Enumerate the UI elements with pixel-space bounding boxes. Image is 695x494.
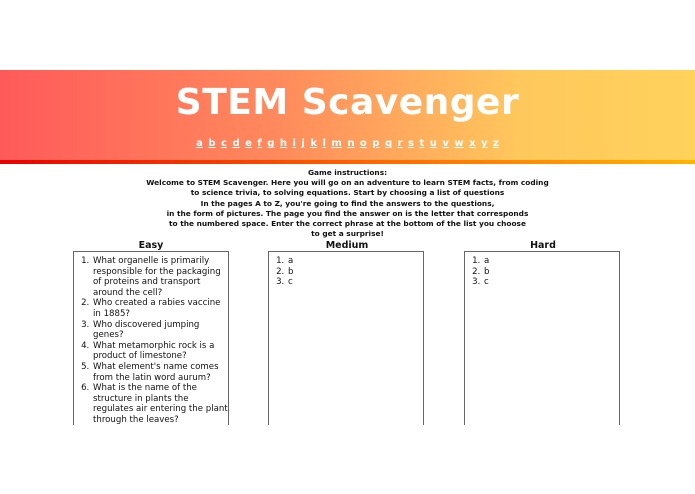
easy-heading: Easy xyxy=(138,240,164,251)
instructions-line: In the pages A to Z, you're going to find the answers to the questions, xyxy=(200,198,495,208)
list-item: 2. b xyxy=(483,267,619,278)
hard-heading: Hard xyxy=(530,240,556,251)
list-item: 3. c xyxy=(483,277,619,288)
list-item: 3. c xyxy=(287,277,423,288)
instructions-line: to the numbered space. Enter the correct phrase at the bottom of the list you choose xyxy=(169,219,526,229)
instructions-line: in the form of pictures. The page you find the answer on is the letter that corresponds xyxy=(166,208,529,218)
list-item: 3. Who discovered jumping genes? xyxy=(92,320,228,341)
list-item: 6. What is the name of the structure in plants the regulates air entering the plant through the leaves? xyxy=(92,383,228,425)
letter-link-z[interactable]: z xyxy=(493,138,499,149)
letter-link-x[interactable]: x xyxy=(469,138,476,149)
game-instructions xyxy=(140,168,555,239)
instructions-line: Welcome to STEM Scavenger. Here you will go on an adventure to learn STEM facts, from coding xyxy=(146,178,549,188)
letter-link-v[interactable]: v xyxy=(442,138,449,149)
letter-link-s[interactable]: s xyxy=(408,138,414,149)
easy-question-list[interactable] xyxy=(73,251,229,451)
letter-link-k[interactable]: k xyxy=(310,138,317,149)
list-item: 2. b xyxy=(287,267,423,278)
header-divider xyxy=(0,160,695,164)
letter-link-n[interactable]: n xyxy=(347,138,355,149)
list-item: 1. a xyxy=(483,256,619,267)
letter-link-l[interactable]: l xyxy=(322,138,326,149)
letter-link-y[interactable]: y xyxy=(481,138,488,149)
page-title: STEM Scavenger xyxy=(175,82,520,123)
letter-link-q[interactable]: q xyxy=(384,138,393,149)
letter-link-m[interactable]: m xyxy=(331,138,342,149)
hard-question-list[interactable] xyxy=(464,251,620,451)
letter-link-o[interactable]: o xyxy=(359,138,367,149)
letter-link-a[interactable]: a xyxy=(196,138,203,149)
letter-link-p[interactable]: p xyxy=(372,138,380,149)
letter-link-u[interactable]: u xyxy=(429,138,437,149)
list-item: 2. Who created a rabies vaccine in 1885? xyxy=(92,298,228,319)
letter-link-g[interactable]: g xyxy=(267,138,275,149)
list-item: 1. a xyxy=(287,256,423,267)
letter-link-r[interactable]: r xyxy=(397,138,403,149)
instructions-line: to get a surprise! xyxy=(311,229,384,239)
letter-link-c[interactable]: c xyxy=(221,138,227,149)
letter-link-e[interactable]: e xyxy=(245,138,252,149)
letter-link-t[interactable]: t xyxy=(419,138,425,149)
medium-heading: Medium xyxy=(325,240,369,251)
instructions-line: to science trivia, to solving equations. Start by choosing a list of questions xyxy=(190,188,505,198)
letter-link-j[interactable]: j xyxy=(301,138,305,149)
medium-question-list[interactable] xyxy=(268,251,424,451)
letter-link-w[interactable]: w xyxy=(454,138,464,149)
letter-link-f[interactable]: f xyxy=(257,138,262,149)
viewport-bottom xyxy=(0,425,695,494)
list-item: 5. What element's name comes from the latin word aurum? xyxy=(92,362,228,383)
list-item: 1. What organelle is primarily responsible for the packaging of proteins and transport around the cell? xyxy=(92,256,228,298)
letter-link-h[interactable]: h xyxy=(279,138,288,149)
letter-link-d[interactable]: d xyxy=(232,138,240,149)
instructions-line: Game instructions: xyxy=(307,168,388,177)
list-item: 4. What metamorphic rock is a product of limestone? xyxy=(92,341,228,362)
letter-link-i[interactable]: i xyxy=(292,138,296,149)
letter-link-b[interactable]: b xyxy=(208,138,216,149)
alphabet-nav xyxy=(0,138,695,149)
